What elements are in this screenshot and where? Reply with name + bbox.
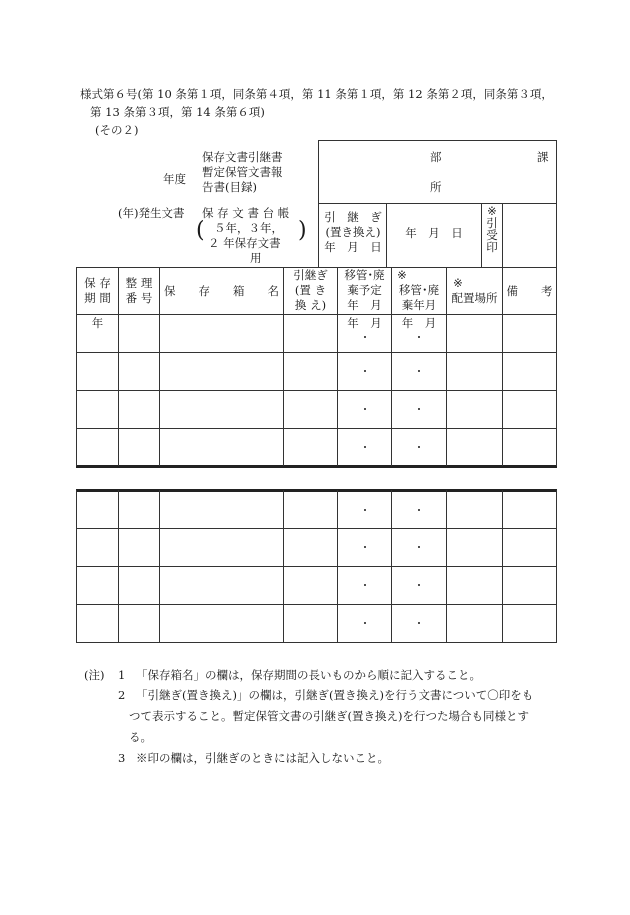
- transfer-label-2: (置き換え): [325, 225, 381, 239]
- col-retention-1: 保 存: [84, 276, 111, 290]
- receipt-stamp-area[interactable]: [503, 204, 555, 266]
- col-serial-2: 番 号: [125, 291, 153, 305]
- form-title-line1: 様式第６号(第 10 条第１項，同条第４項，第 11 条第１項，第 12 条第２項，同条第３項，: [80, 87, 553, 101]
- note2-num: 2: [118, 688, 126, 702]
- col-actual-3: 棄年月: [401, 298, 437, 312]
- dot-planned-r7: ・: [359, 579, 371, 592]
- ledger-label: 保 存 文 書 台 帳: [202, 206, 290, 220]
- col-serial-1: 整 理: [125, 276, 153, 290]
- note1-text: 「保存箱名」の欄は，保存期間の長いものから順に記入すること。: [136, 668, 481, 682]
- transfer-date[interactable]: 年 月 日: [405, 226, 463, 240]
- receipt-label-2: 受: [486, 228, 498, 242]
- col-planned-3: 年 月: [347, 298, 382, 312]
- period-line3: 用: [250, 251, 262, 265]
- left-brace: (: [196, 218, 205, 243]
- report-title-3: 告書(目録): [202, 180, 257, 194]
- dot-actual-r8: ・: [413, 617, 425, 630]
- report-title-2: 暫定保管文書報: [202, 165, 283, 179]
- dot-planned-r8: ・: [359, 617, 371, 630]
- col-box-name: 保 存 箱 名: [164, 284, 279, 298]
- dept-bu: 部: [430, 150, 442, 164]
- col-actual-2: 移管･廃: [398, 283, 440, 297]
- note3-num: 3: [118, 751, 126, 765]
- col-actual-1: ※: [397, 268, 407, 282]
- receipt-mark: ※: [487, 204, 497, 218]
- report-title-1: 保存文書引継書: [202, 150, 283, 164]
- col-planned-2: 棄予定: [347, 283, 382, 297]
- right-brace: ): [298, 218, 307, 243]
- row1-actual-month: 年 月: [401, 316, 437, 330]
- dot-actual-r5: ・: [413, 504, 425, 517]
- dot-actual-r7: ・: [413, 579, 425, 592]
- year-label: 年度: [163, 172, 186, 186]
- note3-text: ※印の欄は，引継ぎのときには記入しないこと。: [136, 751, 389, 765]
- dot-actual-r3: ・: [413, 403, 425, 416]
- col-remarks: 備 考: [506, 284, 553, 298]
- note2-text-2: つて表示すること。暫定保管文書の引継ぎ(置き換え)を行つた場合も同様とす: [129, 709, 529, 723]
- form-subtitle: (その２): [95, 123, 139, 137]
- dept-sho: 所: [430, 180, 442, 194]
- dot-actual-r1: ・: [413, 331, 425, 344]
- transfer-label-1: 引 継 ぎ: [324, 210, 382, 224]
- dot-planned-r1: ・: [359, 331, 371, 344]
- dot-planned-r2: ・: [359, 365, 371, 378]
- receipt-label-3: 印: [486, 240, 498, 254]
- note1-num: 1: [118, 668, 126, 682]
- dot-planned-r4: ・: [359, 441, 371, 454]
- row1-planned-month: 年 月: [347, 316, 382, 330]
- col-transfer-2: (置 き: [294, 283, 327, 297]
- dot-actual-r6: ・: [413, 541, 425, 554]
- receipt-label-1: 引: [486, 216, 498, 230]
- period-line1: ５年，３年，: [214, 221, 283, 235]
- row1-year: 年: [91, 316, 104, 330]
- note2-text-1: 「引継ぎ(置き換え)」の欄は，引継ぎ(置き換え)を行う文書について〇印をも: [136, 688, 534, 702]
- dot-planned-r6: ・: [359, 541, 371, 554]
- dot-actual-r4: ・: [413, 441, 425, 454]
- dot-actual-r2: ・: [413, 365, 425, 378]
- col-location-2: 配置場所: [451, 291, 498, 305]
- col-location-1: ※: [453, 276, 463, 290]
- dept-ka: 課: [537, 150, 549, 164]
- generated-label: (年)発生文書: [118, 206, 185, 220]
- notes-prefix: (注): [84, 668, 105, 682]
- form-title-line2: 第 13 条第３項，第 14 条第６項): [90, 105, 265, 119]
- col-transfer-3: 換 え): [294, 298, 327, 312]
- dot-planned-r5: ・: [359, 504, 371, 517]
- col-planned-1: 移管･廃: [344, 268, 385, 282]
- dot-planned-r3: ・: [359, 403, 371, 416]
- note2-text-3: る。: [129, 730, 152, 744]
- transfer-label-3: 年 月 日: [324, 240, 382, 254]
- period-line2: ２ 年保存文書: [208, 236, 281, 250]
- col-retention-2: 期 間: [84, 291, 111, 305]
- col-transfer-1: 引継ぎ: [293, 268, 328, 282]
